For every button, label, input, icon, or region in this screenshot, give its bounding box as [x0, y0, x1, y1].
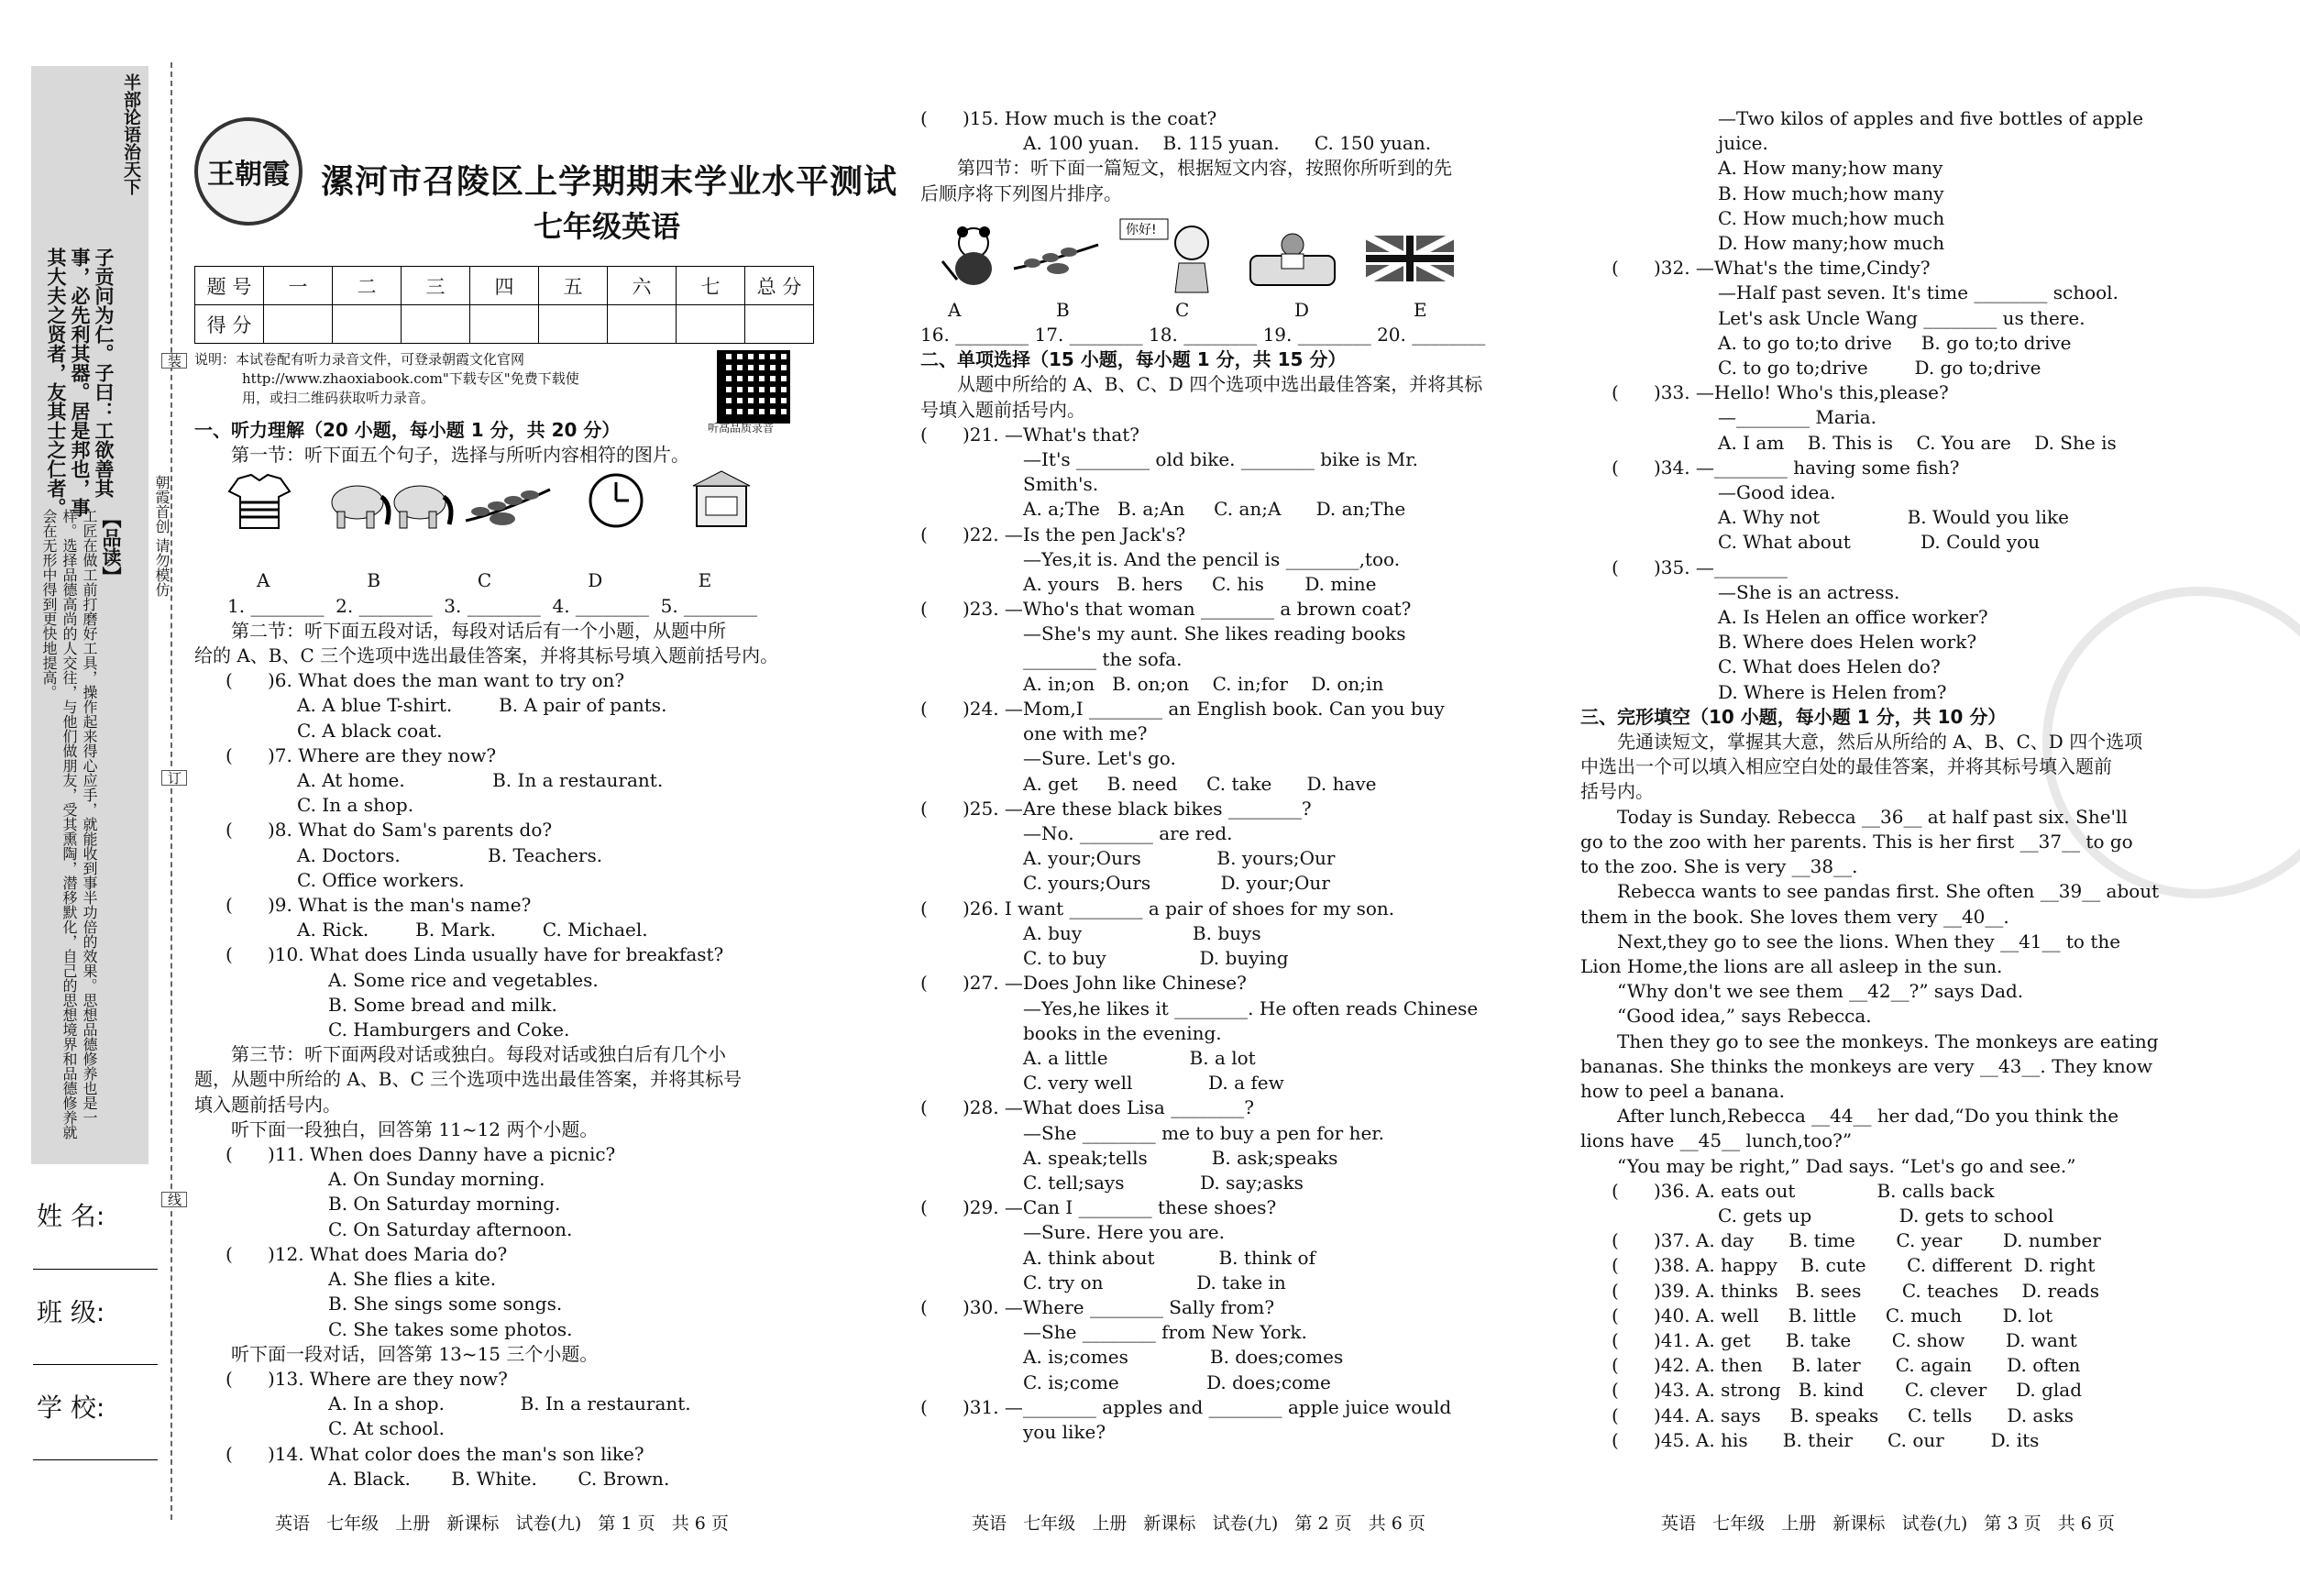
- answer-option: A. buy B. buys: [1023, 921, 1261, 944]
- panda-picture: [939, 225, 1012, 283]
- answer-option: A. Is Helen an office worker?: [1718, 606, 1988, 629]
- question[interactable]: ( )13. Where are they now?: [226, 1367, 508, 1390]
- question[interactable]: ( )44. A. says B. speaks C. tells D. asks: [1612, 1403, 2074, 1426]
- score-header-cell: 七: [677, 267, 745, 305]
- answer-option: A. A blue T-shirt. B. A pair of pants.: [297, 694, 667, 717]
- passage-line: lions have __45__ lunch,too?”: [1580, 1129, 1853, 1152]
- answer-option: —Two kilos of apples and five bottles of apple: [1718, 107, 2144, 129]
- plant-picture: [1012, 239, 1100, 298]
- answer-option: C. Hamburgers and Coke.: [328, 1018, 570, 1041]
- question[interactable]: ( )9. What is the man's name?: [226, 894, 532, 917]
- page-footer: 英语 七年级 上册 新课标 试卷(九) 第 1 页 共 6 页: [275, 1513, 729, 1534]
- answer-option: A. in;on B. on;on C. in;for D. on;in: [1023, 672, 1384, 695]
- answer-option: A. Why not B. Would you like: [1718, 506, 2069, 529]
- passage-line: “You may be right,” Dad says. “Let's go and see.”: [1617, 1154, 2076, 1177]
- page-footer: 英语 七年级 上册 新课标 试卷(九) 第 3 页 共 6 页: [1661, 1513, 2115, 1534]
- answer-option: A. At home. B. In a restaurant.: [297, 769, 664, 792]
- score-row: [195, 305, 814, 344]
- answer-blanks[interactable]: 16. ________ 17. ________ 18. ________ 19. ________ 20. ________: [920, 324, 1486, 347]
- picture-label: E: [698, 569, 712, 592]
- cut-mark: 线: [161, 1192, 187, 1207]
- answer-option: C. very well D. a few: [1023, 1072, 1284, 1095]
- question[interactable]: ( )26. I want ________ a pair of shoes for my son.: [920, 897, 1395, 919]
- answer-option: books in the evening.: [1023, 1021, 1222, 1044]
- answer-option: —She is an actress.: [1718, 580, 1900, 603]
- answer-option: —She ________ me to buy a pen for her.: [1023, 1121, 1385, 1144]
- instruction: 题，从题中所给的 A、B、C 三个选项中选出最佳答案，并将其标号: [194, 1068, 743, 1091]
- answer-option: —Half past seven. It's time ________ school.: [1718, 281, 2118, 304]
- passage-line: “Why don't we see them __42__?” says Dad.: [1617, 980, 2024, 1003]
- score-header-cell: 三: [402, 267, 470, 305]
- picture-labels: [194, 568, 809, 593]
- vertical-note: 朝霞首创 请勿模仿: [153, 475, 171, 598]
- passage-line: go to the zoo with her parents. This is her first __37__ to go: [1580, 830, 2133, 853]
- plant-picture: [462, 480, 554, 539]
- instruction: 第一节：听下面五个句子，选择与所听内容相符的图片。: [231, 444, 689, 467]
- answer-option: C. is;come D. does;come: [1023, 1370, 1331, 1393]
- instruction: 中选出一个可以填入相应空白处的最佳答案，并将其标号填入题前: [1580, 755, 2112, 778]
- answer-option: C. try on D. take in: [1023, 1271, 1286, 1293]
- score-header-cell: 六: [608, 267, 677, 305]
- picture-labels: [920, 298, 1507, 323]
- elephant-picture: [321, 477, 458, 535]
- answer-option: C. What does Helen do?: [1718, 655, 1941, 678]
- question-list: [920, 423, 1507, 1445]
- answer-option: C. to go to;drive D. go to;drive: [1718, 357, 2041, 380]
- answer-option: A. Doctors. B. Teachers.: [297, 843, 603, 866]
- question[interactable]: ( )10. What does Linda usually have for breakfast?: [226, 943, 724, 966]
- answer-option: —It's ________ old bike. ________ bike is Mr.: [1023, 448, 1418, 471]
- passage-line: them in the book. She loves them very __40__.: [1580, 905, 2009, 928]
- instruction: 第三节：听下面两段对话或独白。每段对话或独白后有几个小: [231, 1043, 726, 1066]
- score-cell[interactable]: [677, 305, 745, 344]
- question[interactable]: ( )25. —Are these black bikes ________?: [920, 797, 1312, 820]
- school-field[interactable]: [33, 1459, 158, 1460]
- answer-option: ________ the sofa.: [1023, 647, 1183, 670]
- score-cell[interactable]: [470, 305, 539, 344]
- question[interactable]: ( )28. —What does Lisa ________?: [920, 1096, 1254, 1119]
- score-cell[interactable]: [333, 305, 402, 344]
- score-header-cell: 一: [264, 267, 333, 305]
- picture-row: [194, 468, 809, 568]
- answer-option: C. to buy D. buying: [1023, 947, 1289, 970]
- clock-picture: [587, 471, 660, 530]
- qr-code-icon[interactable]: [717, 350, 790, 424]
- instruction: 听下面一段独白，回答第 11~12 两个小题。: [231, 1117, 599, 1140]
- answer-option: —She ________ from New York.: [1023, 1321, 1307, 1344]
- answer-option: A. On Sunday morning.: [328, 1168, 545, 1191]
- score-cell[interactable]: [608, 305, 677, 344]
- section-heading: 二、单项选择（15 小题，每小题 1 分，共 15 分）: [920, 348, 1347, 371]
- answer-option: B. Some bread and milk.: [328, 993, 557, 1016]
- answer-option: —Good idea.: [1718, 481, 1836, 504]
- page-footer: 英语 七年级 上册 新课标 试卷(九) 第 2 页 共 6 页: [972, 1513, 1425, 1534]
- picture-label: A: [257, 569, 270, 592]
- answer-option: A. How many;how many: [1718, 157, 1943, 180]
- class-field[interactable]: [33, 1364, 158, 1365]
- answer-option: A. to go to;to drive B. go to;to drive: [1718, 331, 2072, 354]
- question[interactable]: ( )23. —Who's that woman ________ a brown coat?: [920, 598, 1412, 621]
- pindu-label: 【品读】: [100, 509, 123, 586]
- note-line: http://www.zhaoxiabook.com"下载专区"免费下载使: [242, 370, 579, 387]
- answer-option: C. In a shop.: [297, 794, 414, 817]
- score-header-cell: 题 号: [195, 267, 264, 305]
- passage-line: Rebecca wants to see pandas first. She often __39__ about: [1617, 880, 2160, 903]
- instruction: 第四节：听下面一篇短文，根据短文内容，按照你所听到的先: [957, 157, 1452, 180]
- picture-label: E: [1414, 298, 1427, 321]
- question[interactable]: ( )15. How much is the coat?: [920, 107, 1217, 129]
- question[interactable]: ( )7. Where are they now?: [226, 743, 497, 766]
- passage-line: Today is Sunday. Rebecca __36__ at half past six. She'll: [1617, 805, 2128, 828]
- answer-option: A. Some rice and vegetables.: [328, 968, 599, 991]
- answer-option: —Sure. Here you are.: [1023, 1221, 1225, 1244]
- name-label: 姓 名:: [37, 1201, 105, 1231]
- score-header-row: [195, 267, 814, 305]
- passage-line: to the zoo. She is very __38__.: [1580, 855, 1858, 878]
- picture-label: D: [1294, 298, 1310, 321]
- question[interactable]: ( )32. —What's the time,Cindy?: [1612, 257, 1931, 280]
- answer-option: you like?: [1023, 1420, 1106, 1443]
- passage-line: Next,they go to see the lions. When they __41__ to the: [1617, 930, 2121, 952]
- section-heading: 三、完形填空（10 小题，每小题 1 分，共 10 分）: [1580, 705, 2007, 728]
- motto-title: 半部论语治天下: [121, 73, 141, 195]
- question[interactable]: ( )12. What does Maria do?: [226, 1242, 508, 1265]
- passage-line: “Good idea,” says Rebecca.: [1617, 1005, 1872, 1028]
- brand-name: 王朝霞: [207, 159, 290, 191]
- question[interactable]: ( )14. What color does the man's son like?: [226, 1442, 644, 1465]
- answer-option: B. Where does Helen work?: [1718, 631, 1977, 654]
- answer-option: A. get B. need C. take D. have: [1023, 772, 1377, 795]
- question[interactable]: ( )45. A. his B. their C. our D. its: [1612, 1428, 2040, 1451]
- instruction: 听下面一段对话，回答第 13~15 三个小题。: [231, 1342, 599, 1365]
- answer-option: C. On Saturday afternoon.: [328, 1217, 573, 1240]
- uk-flag-picture: [1366, 236, 1454, 281]
- answer-option: A. In a shop. B. In a restaurant.: [328, 1392, 691, 1415]
- svg-text:你好!: 你好!: [1126, 222, 1157, 237]
- score-cell[interactable]: [745, 305, 814, 344]
- question[interactable]: ( )22. —Is the pen Jack's?: [920, 523, 1186, 545]
- answer-option: A. a;The B. a;An C. an;A D. an;The: [1023, 498, 1406, 521]
- exam-title: 漯河市召陵区上学期期末学业水平测试: [321, 163, 898, 201]
- shop-picture: [689, 468, 763, 526]
- cut-mark: 装: [161, 353, 187, 369]
- page2-column: [920, 106, 1507, 1445]
- picture-label: C: [477, 569, 492, 592]
- answer-option: C. A black coat.: [297, 719, 443, 742]
- question[interactable]: ( )41. A. get B. take C. show D. want: [1612, 1328, 2077, 1351]
- answer-option: D. How many;how much: [1718, 232, 1945, 255]
- passage-line: After lunch,Rebecca __44__ her dad,“Do you think the: [1617, 1105, 2119, 1128]
- picture-label: A: [948, 298, 962, 321]
- answer-option: C. gets up D. gets to school: [1718, 1204, 2054, 1227]
- answer-option: A. your;Ours B. yours;Our: [1023, 847, 1336, 870]
- answer-option: A. She flies a kite.: [328, 1268, 497, 1291]
- cloze-passage: [1580, 805, 2204, 1179]
- question[interactable]: ( )35. —________: [1612, 556, 1788, 578]
- question[interactable]: ( )6. What does the man want to try on?: [226, 669, 625, 692]
- greeting-picture: [1118, 215, 1219, 294]
- answer-option: C. Office workers.: [297, 868, 465, 891]
- class-label: 班 级:: [37, 1297, 105, 1327]
- instruction: 后顺序将下列图片排序。: [920, 182, 1122, 204]
- pindu-text: 工匠在做工前打磨好工具，操作起来得心应手，就能收到事半功倍的效果。思想品德修养也是一样。选择品德高尚的人交往，与他们做朋友，受其熏陶，潜移默化，自己的思想境界和品德修养就会在无形中得到更快地提高。: [40, 509, 98, 1139]
- answer-option: C. She takes some photos.: [328, 1317, 573, 1340]
- answer-option: C. How much;how much: [1718, 206, 1945, 229]
- section-heading: 一、听力理解（20 小题，每小题 1 分，共 20 分）: [194, 419, 621, 441]
- question-list: [1580, 106, 2204, 705]
- answer-blanks[interactable]: 1. ________ 2. ________ 3. ________ 4. ________ 5. ________: [227, 594, 758, 617]
- score-cell[interactable]: [539, 305, 608, 344]
- instruction: 从题中所给的 A、B、C、D 四个选项中选出最佳答案，并将其标: [957, 373, 1483, 396]
- answer-option: C. yours;Ours D. your;Our: [1023, 872, 1330, 895]
- cloze-options: [1580, 1179, 2204, 1453]
- question[interactable]: ( )38. A. happy B. cute C. different D. right: [1612, 1254, 2096, 1277]
- school-label: 学 校:: [37, 1392, 105, 1423]
- question[interactable]: ( )29. —Can I ________ these shoes?: [920, 1196, 1277, 1219]
- answer-option: A. Rick. B. Mark. C. Michael.: [297, 919, 648, 941]
- answer-option: —________ Maria.: [1718, 406, 1876, 429]
- answer-option: C. At school.: [328, 1417, 445, 1440]
- answer-option: B. How much;how many: [1718, 182, 1944, 204]
- score-header-cell: 五: [539, 267, 608, 305]
- qr-caption: 听高品质录音: [708, 422, 775, 435]
- question[interactable]: ( )8. What do Sam's parents do?: [226, 819, 553, 842]
- score-cell[interactable]: [402, 305, 470, 344]
- cut-line: [171, 62, 172, 1520]
- instruction: 第二节：听下面五段对话，每段对话后有一个小题，从题中所: [231, 619, 726, 642]
- question[interactable]: ( )33. —Hello! Who's this,please?: [1612, 381, 1949, 404]
- score-cell[interactable]: [264, 305, 333, 344]
- answer-option: A. speak;tells B. ask;speaks: [1023, 1146, 1338, 1169]
- exam-subtitle: 七年级英语: [534, 209, 681, 244]
- answer-option: C. tell;says D. say;asks: [1023, 1171, 1304, 1194]
- answer-option: A. a little B. a lot: [1023, 1046, 1256, 1069]
- question[interactable]: ( )36. A. eats out B. calls back: [1612, 1179, 1995, 1202]
- page1-column: [194, 418, 809, 1491]
- answer-option: —Yes,it is. And the pencil is ________,too.: [1023, 547, 1401, 570]
- answer-option: A. yours B. hers C. his D. mine: [1023, 573, 1377, 596]
- sofa-picture: [1247, 228, 1338, 292]
- score-table: [194, 266, 814, 344]
- name-field[interactable]: [33, 1269, 158, 1270]
- question[interactable]: ( )24. —Mom,I ________ an English book. Can you buy: [920, 698, 1445, 721]
- instruction: 填入题前括号内。: [194, 1093, 341, 1116]
- answer-option: Smith's.: [1023, 473, 1099, 496]
- instruction: 号填入题前括号内。: [920, 398, 1085, 421]
- question[interactable]: ( )11. When does Danny have a picnic?: [226, 1143, 616, 1166]
- answer-option: —No. ________ are red.: [1023, 822, 1233, 845]
- score-header-cell: 四: [470, 267, 539, 305]
- brand-logo: [194, 117, 303, 226]
- instruction: 给的 A、B、C 三个选项中选出最佳答案，并将其标号填入题前括号内。: [194, 644, 779, 667]
- answer-option: —She's my aunt. She likes reading books: [1023, 622, 1406, 645]
- score-header-cell: 二: [333, 267, 402, 305]
- answer-option: A. is;comes B. does;comes: [1023, 1346, 1344, 1369]
- motto-text: 子贡问为仁。子曰：工欲善其事，必先利其器。居是邦也，事其大夫之贤者，友其士之仁者。: [45, 248, 116, 517]
- question[interactable]: ( )21. —What's that?: [920, 423, 1140, 446]
- answer-option: one with me?: [1023, 722, 1148, 745]
- answer-option: A. Black. B. White. C. Brown.: [328, 1467, 670, 1490]
- answer-option: B. On Saturday morning.: [328, 1193, 561, 1216]
- picture-label: D: [588, 569, 603, 592]
- question[interactable]: ( )42. A. then B. later C. again D. often: [1612, 1354, 2081, 1377]
- instruction: 括号内。: [1580, 780, 1654, 803]
- question[interactable]: ( )43. A. strong B. kind C. clever D. glad: [1612, 1379, 2083, 1402]
- question[interactable]: ( )31. —________ apples and ________ apple juice would: [920, 1395, 1452, 1418]
- passage-line: bananas. She thinks the monkeys are very __43__. They know: [1580, 1054, 2152, 1077]
- cut-mark: 订: [161, 770, 187, 786]
- exam-note: [194, 350, 579, 408]
- answer-option: A. 100 yuan. B. 115 yuan. C. 150 yuan.: [1023, 132, 1432, 155]
- passage-line: Lion Home,the lions are all asleep in the sun.: [1580, 954, 2003, 977]
- answer-option: Let's ask Uncle Wang ________ us there.: [1718, 306, 2085, 329]
- question[interactable]: ( )30. —Where ________ Sally from?: [920, 1295, 1275, 1318]
- answer-option: D. Where is Helen from?: [1718, 680, 1947, 703]
- answer-option: B. She sings some songs.: [328, 1293, 563, 1315]
- question[interactable]: ( )39. A. thinks B. sees C. teaches D. reads: [1612, 1279, 2099, 1302]
- note-line: 用，或扫二维码获取听力录音。: [242, 390, 435, 406]
- passage-line: how to peel a banana.: [1580, 1079, 1786, 1102]
- tshirt-picture: [227, 473, 301, 532]
- question[interactable]: ( )40. A. well B. little C. much D. lot: [1612, 1304, 2053, 1326]
- score-row-label: 得 分: [195, 305, 264, 344]
- note-line: 说明：本试卷配有听力录音文件，可登录朝霞文化官网: [194, 351, 525, 368]
- picture-label: C: [1175, 298, 1190, 321]
- answer-option: —Yes,he likes it ________. He often reads Chinese: [1023, 996, 1479, 1019]
- answer-option: juice.: [1718, 132, 1768, 155]
- score-header-cell: 总 分: [745, 267, 814, 305]
- answer-option: —Sure. Let's go.: [1023, 747, 1176, 770]
- answer-option: A. think about B. think of: [1023, 1246, 1315, 1269]
- instruction: 先通读短文，掌握其大意，然后从所给的 A、B、C、D 四个选项: [1617, 731, 2143, 754]
- picture-label: B: [367, 569, 381, 592]
- picture-row: [920, 206, 1507, 298]
- passage-line: Then they go to see the monkeys. The monkeys are eating: [1617, 1029, 2159, 1052]
- question[interactable]: ( )37. A. day B. time C. year D. number: [1612, 1229, 2101, 1252]
- question[interactable]: ( )27. —Does John like Chinese?: [920, 972, 1247, 995]
- answer-option: A. I am B. This is C. You are D. She is: [1718, 431, 2117, 454]
- page3-column: [1580, 106, 2204, 1453]
- question[interactable]: ( )34. —________ having some fish?: [1612, 456, 1960, 479]
- picture-label: B: [1056, 298, 1070, 321]
- answer-option: C. What about D. Could you: [1718, 531, 2041, 554]
